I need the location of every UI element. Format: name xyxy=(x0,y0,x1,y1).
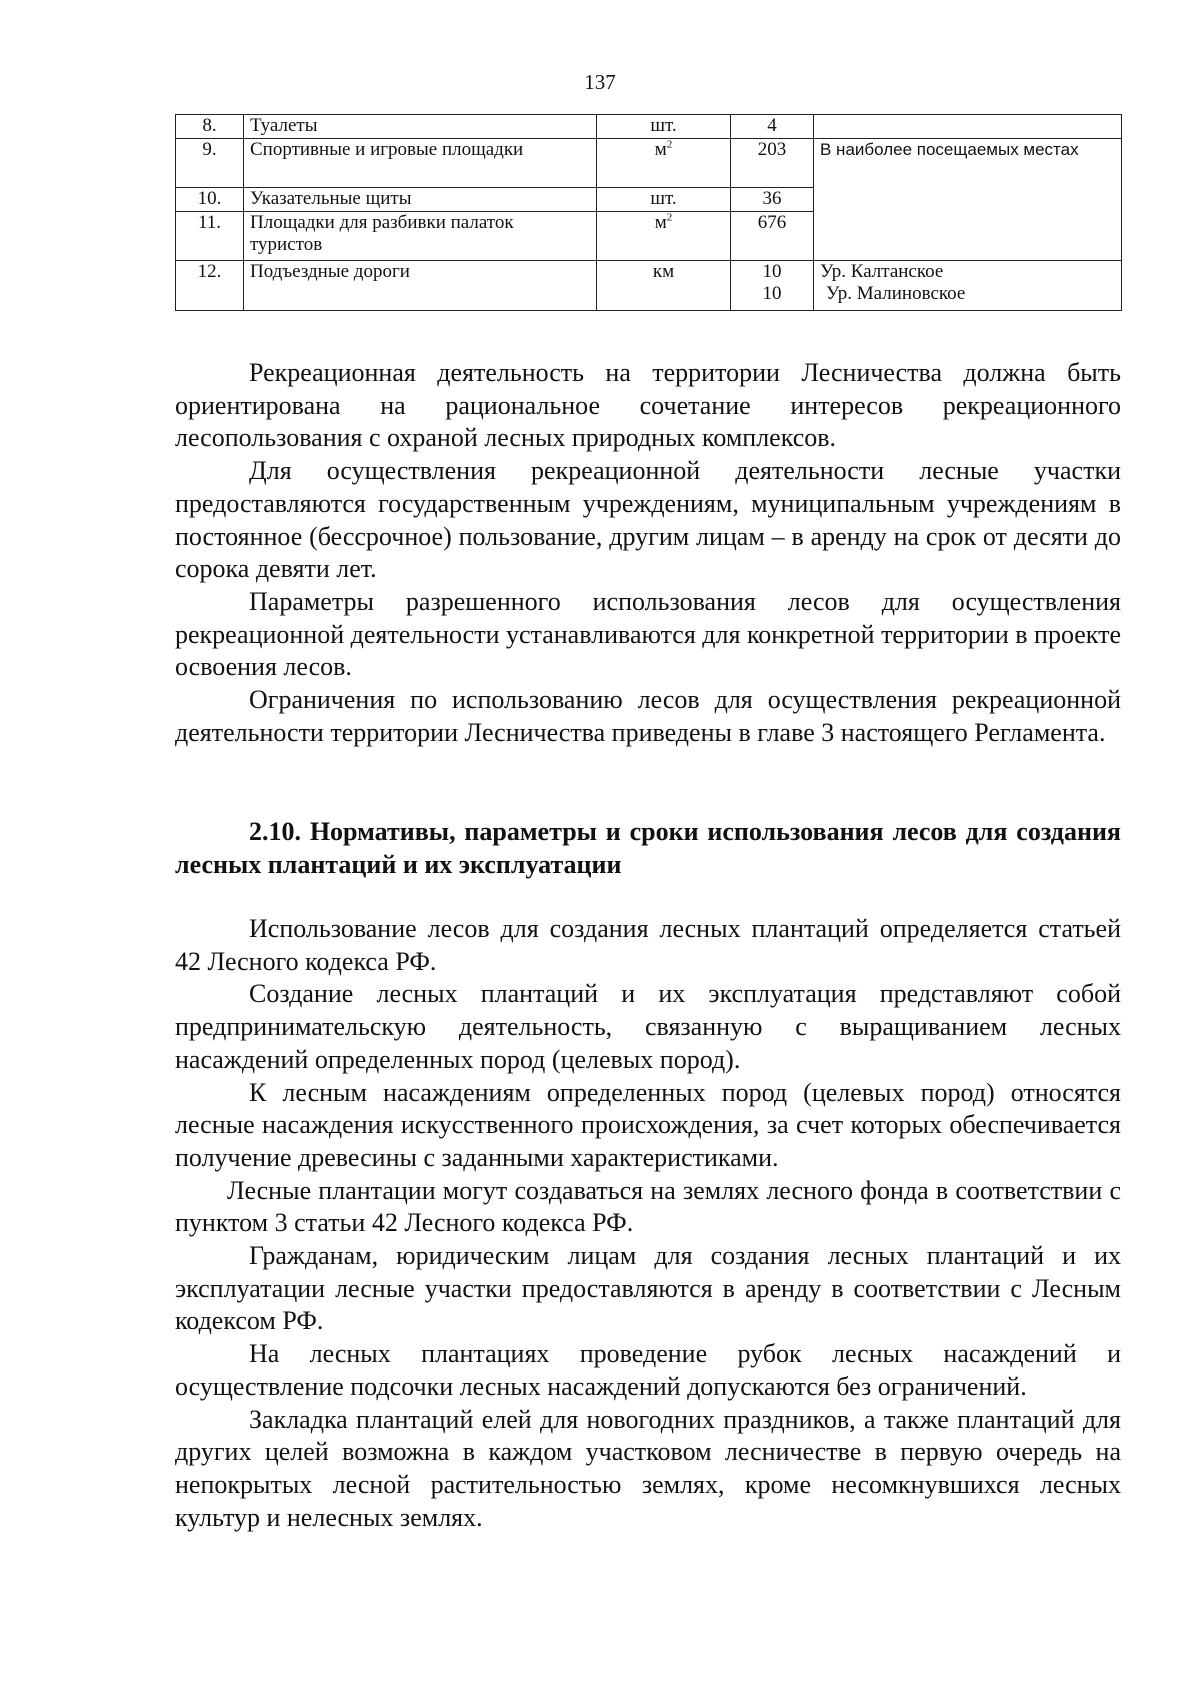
row-name: Указательные щиты xyxy=(244,188,597,212)
row-name: Спортивные и игровые площадки xyxy=(244,139,597,188)
row-unit: шт. xyxy=(597,115,731,139)
quantity-line: 10 xyxy=(762,261,782,282)
paragraph: Гражданам, юридическим лицам для создания лесных плантаций и их эксплуатации лесные участки предоставляются в аренду в соответствии с Лесным кодексом РФ. xyxy=(175,1241,1121,1336)
paragraph: На лесных плантациях проведение рубок лесных насаждений и осуществление подсочки лесных насаждений допускаются без ограничений. xyxy=(175,1339,1121,1401)
row-name: Туалеты xyxy=(244,115,597,139)
plantations-text-block xyxy=(175,913,1121,1534)
table-row xyxy=(176,115,1122,139)
row-unit: $м^2$ xyxy=(597,212,731,261)
paragraph: Использование лесов для создания лесных плантаций определяется статьей 42 Лесного кодекса РФ. xyxy=(175,914,1121,976)
paragraph: Рекреационная деятельность на территории Лесничества должна быть ориентирована на рациональное сочетание интересов рекреационного лесопользования с охраной лесных природных комплексов. xyxy=(175,358,1121,453)
paragraph: К лесным насаждениям определенных пород (целевых пород) относятся лесные насаждения искусственного происхождения, за счет которых обеспечивается получение древесины с заданными характеристиками. xyxy=(175,1077,1121,1172)
row-number: 8. xyxy=(176,115,244,139)
recreation-facilities-table xyxy=(175,114,1122,311)
quantity-line: 10 xyxy=(762,283,782,304)
paragraph: Закладка плантаций елей для новогодних праздников, а также плантаций для других целей возможна в каждом участковом лесничестве в первую очередь на непокрытых лесной растительностью землях, кроме несомкнувшихся лесных культур и нелесных землях. xyxy=(175,1404,1121,1532)
table-row xyxy=(176,139,1122,188)
row-note-merged: В наиболее посещаемых местах xyxy=(814,139,1122,261)
row-number: 10. xyxy=(176,188,244,212)
row-number: 11. xyxy=(176,212,244,261)
row-quantity: 4 xyxy=(731,115,814,139)
row-number: 12. xyxy=(176,261,244,311)
table-row xyxy=(176,261,1122,311)
paragraph: Ограничения по использованию лесов для осуществления рекреационной деятельности территории Лесничества приведены в главе 3 настоящего Регламента. xyxy=(175,685,1121,747)
recreation-text-block xyxy=(175,357,1121,749)
paragraph: Параметры разрешенного использования лесов для осуществления рекреационной деятельности устанавливаются для конкретной территории в проекте освоения лесов. xyxy=(175,586,1121,682)
row-unit: $м^2$ xyxy=(597,139,731,188)
note-line: Ур. Малиновское xyxy=(826,283,966,304)
note-line: Ур. Калтанское xyxy=(820,261,944,282)
page-number: 137 xyxy=(584,70,616,94)
paragraph: Для осуществления рекреационной деятельности лесные участки предоставляются государственным учреждениям, муниципальным учреждениям в постоянное (бессрочное) пользование, другим лицам – в аренду на срок от десяти до сорока девяти лет. xyxy=(175,456,1121,584)
section-heading: 2.10. Нормативы, параметры и сроки использования лесов для создания лесных плантаций и их эксплуатации xyxy=(175,817,1121,879)
row-quantity: 676 xyxy=(731,212,814,261)
row-quantity: 203 xyxy=(731,139,814,188)
row-quantity: 36 xyxy=(731,188,814,212)
row-note xyxy=(814,261,1122,311)
row-unit: шт. xyxy=(597,188,731,212)
row-name: Подъездные дороги xyxy=(244,261,597,311)
row-quantity xyxy=(731,261,814,311)
paragraph: Создание лесных плантаций и их эксплуатация представляют собой предпринимательскую деятельность, связанную с выращиванием лесных насаждений определенных пород (целевых пород). xyxy=(175,979,1121,1074)
row-number: 9. xyxy=(176,139,244,188)
row-note xyxy=(814,115,1122,139)
row-unit: км xyxy=(597,261,731,311)
row-name: Площадки для разбивки палаток туристов xyxy=(244,212,597,261)
paragraph: Лесные плантации могут создаваться на землях лесного фонда в соответствии с пунктом 3 статьи 42 Лесного кодекса РФ. xyxy=(175,1175,1121,1238)
